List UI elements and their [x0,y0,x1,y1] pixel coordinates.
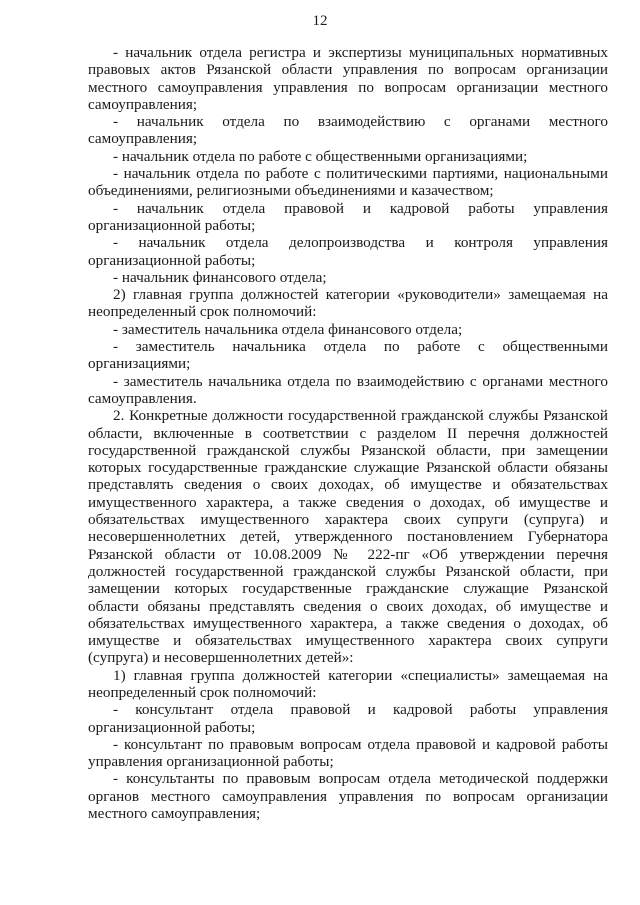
paragraph: - заместитель начальника отдела по взаимодействию с органами местного самоуправления. [88,372,608,407]
paragraph: - начальник отдела правовой и кадровой работы управления организационной работы; [88,199,608,234]
paragraph: 2. Конкретные должности государственной гражданской службы Рязанской области, включенные в соответствии с разделом II перечня должностей государственной гражданской службы Рязанской области, при замещении которых государственные гражданские служащие Рязанской области обязаны представлять сведения о своих доходах, об имуществе и обязательствах имущественного характера, а также сведения о доходах, об имуществе и обязательствах имущественного характера своих супруги (супруга) и несовершеннолетних детей, утвержденного постановлением Губернатора Рязанской области от 10.08.2009 № 222-пг «Об утверждении перечня должностей государственной гражданской службы Рязанской области, при замещении которых государственные гражданские служащие Рязанской области обязаны представлять сведения о своих доходах, об имуществе и обязательствах имущественного характера, а также сведения о доходах, об имуществе и обязательствах имущественного характера своих супруги (супруга) и несовершеннолетних детей»: [88,407,608,667]
paragraph: - начальник отдела по взаимодействию с органами местного самоуправления; [88,113,608,148]
paragraph: - заместитель начальника отдела финансового отдела; [113,320,463,338]
paragraph: - начальник финансового отдела; [113,268,327,286]
paragraph: 1) главная группа должностей категории «специалисты» замещаемая на неопределенный срок полномочий: [88,666,608,701]
paragraph: - консультанты по правовым вопросам отдела методической поддержки органов местного самоуправления управления по вопросам организации местного самоуправления; [88,770,608,823]
paragraph: - начальник отдела по работе с политическими партиями, национальными объединениями, религиозными объединениями и казачеством; [88,165,608,200]
paragraph: - консультант отдела правовой и кадровой работы управления организационной работы; [88,701,608,736]
page-number: 12 [312,13,328,29]
paragraph: - заместитель начальника отдела по работе с общественными организациями; [88,338,608,373]
paragraph: 2) главная группа должностей категории «руководители» замещаемая на неопределенный срок полномочий: [88,286,608,321]
paragraph: - начальник отдела по работе с общественными организациями; [113,147,528,165]
paragraph: - консультант по правовым вопросам отдела правовой и кадровой работы управления организационной работы; [88,735,608,771]
paragraph: - начальник отдела делопроизводства и контроля управления организационной работы; [88,234,608,269]
document-body [88,44,608,822]
paragraph: - начальник отдела регистра и экспертизы муниципальных нормативных правовых актов Рязанской области управления по вопросам организации местного самоуправления управления по вопросам организации местного самоуправления; [88,44,608,113]
